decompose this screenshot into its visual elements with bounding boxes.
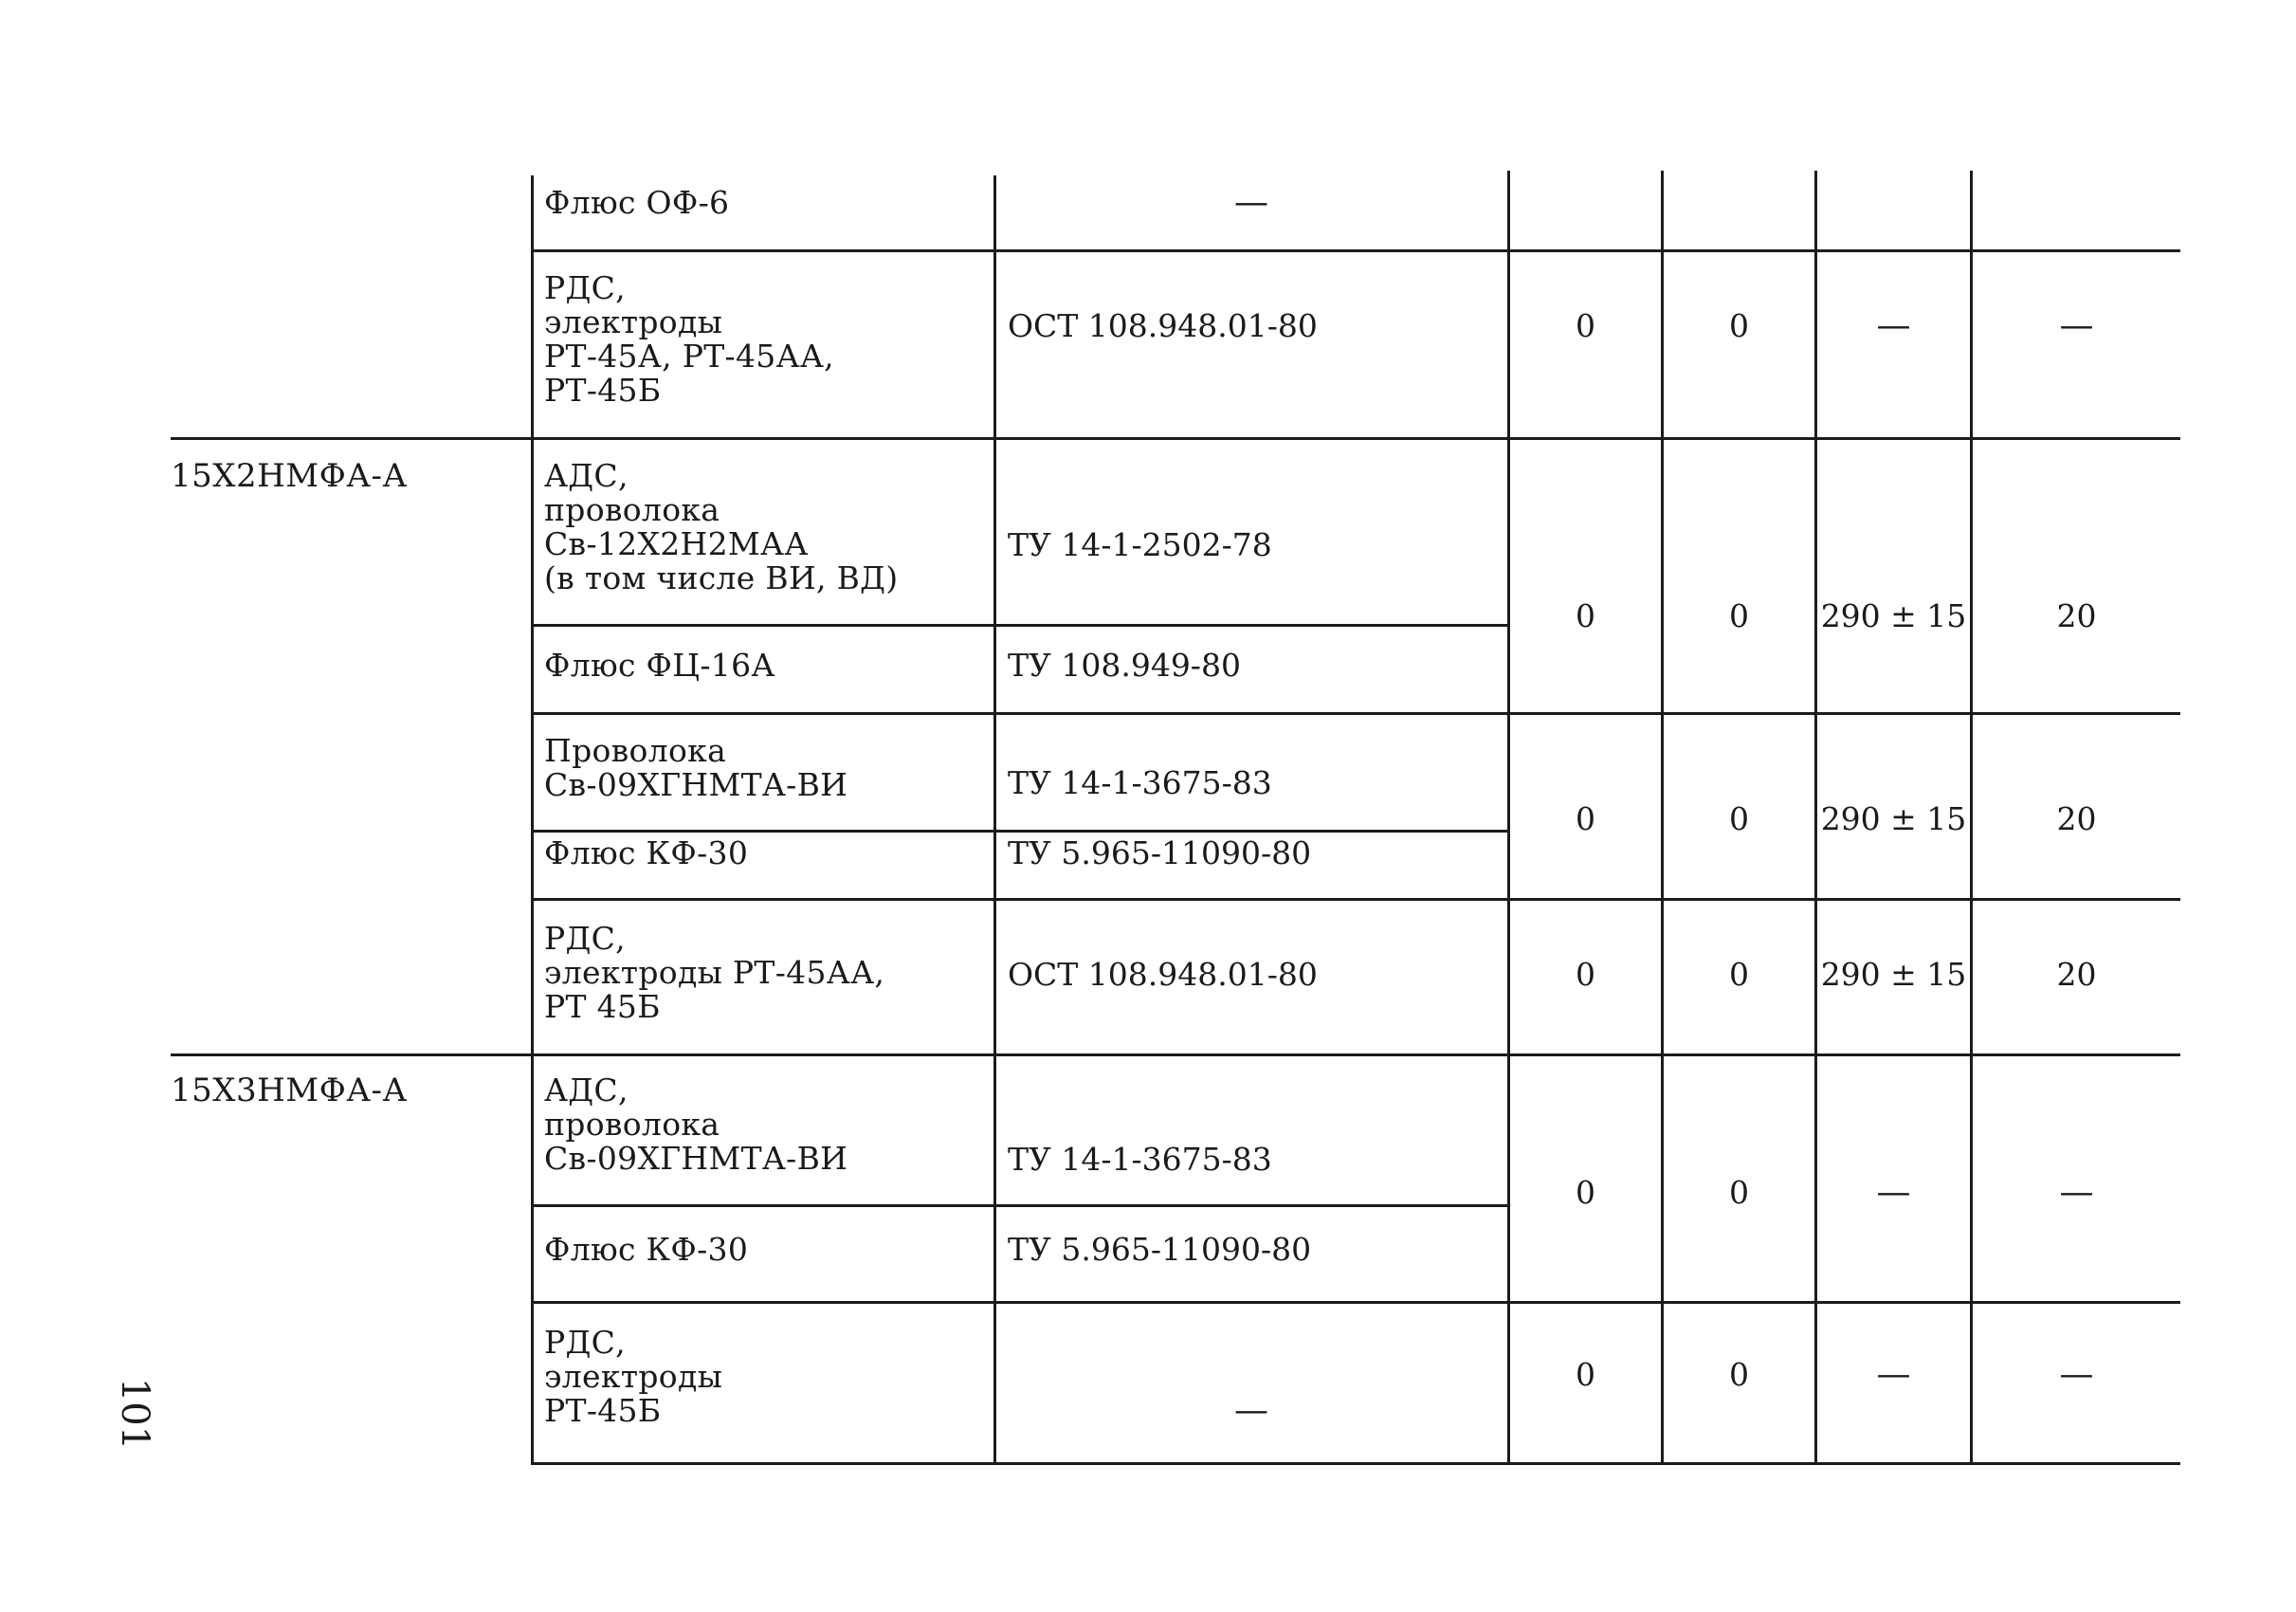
steel-grade-label: 15Х3НМФА-А [171, 1072, 408, 1109]
standard-cell: ТУ 14-1-2502-78 [1008, 526, 1272, 563]
material-cell: АДС, проволока Св-09ХГНМТА-ВИ [544, 1072, 848, 1177]
material-cell: Флюс ФЦ-16А [544, 647, 775, 684]
row-divider [531, 249, 2180, 252]
value-cell: 0 [1576, 307, 1595, 344]
column-divider-standard [993, 175, 996, 1465]
material-cell: РДС, электроды РТ-45АА, РТ 45Б [544, 920, 885, 1025]
page-number: 101 [113, 1377, 157, 1451]
value-cell: 0 [1576, 597, 1595, 634]
table-border-left [531, 175, 534, 1465]
sub-row-divider [531, 624, 1508, 627]
row-divider [171, 437, 2180, 440]
value-cell: 0 [1729, 800, 1749, 837]
row-divider [531, 712, 2180, 715]
temperature-cell: — [1876, 306, 1911, 345]
table-border-bottom [531, 1462, 2180, 1465]
standard-cell: ОСТ 108.948.01-80 [1008, 956, 1318, 993]
standard-cell: ТУ 108.949-80 [1008, 647, 1241, 684]
time-cell: 20 [2056, 597, 2097, 634]
time-cell: — [2059, 1173, 2094, 1212]
sub-row-divider [531, 830, 1508, 833]
temperature-cell: 290 ± 15 [1820, 800, 1967, 837]
material-cell: Флюс ОФ-6 [544, 184, 730, 221]
temperature-cell: 290 ± 15 [1820, 597, 1967, 634]
material-cell: РДС, электроды РТ-45А, РТ-45АА, РТ-45Б [544, 269, 834, 409]
standard-cell: ТУ 14-1-3675-83 [1008, 764, 1272, 801]
material-cell: Проволока Св-09ХГНМТА-ВИ [544, 732, 848, 803]
value-cell: 0 [1729, 1356, 1749, 1393]
value-cell: 0 [1729, 307, 1749, 344]
material-cell: Флюс КФ-30 [544, 834, 749, 871]
temperature-cell: 290 ± 15 [1820, 956, 1967, 993]
standard-cell: ОСТ 108.948.01-80 [1008, 307, 1318, 344]
value-cell: 0 [1576, 1356, 1595, 1393]
time-cell: — [2059, 306, 2094, 345]
value-cell: 0 [1729, 597, 1749, 634]
time-cell: 20 [2056, 956, 2097, 993]
standard-cell: ТУ 14-1-3675-83 [1008, 1141, 1272, 1178]
time-cell: — [2059, 1355, 2094, 1394]
standard-cell: — [1234, 183, 1268, 222]
temperature-cell: — [1876, 1355, 1911, 1394]
value-cell: 0 [1729, 956, 1749, 993]
steel-grade-label: 15Х2НМФА-А [171, 457, 408, 495]
standard-cell: ТУ 5.965-11090-80 [1008, 834, 1312, 871]
row-divider [531, 898, 2180, 901]
value-cell: 0 [1576, 1174, 1595, 1211]
material-cell: Флюс КФ-30 [544, 1231, 749, 1268]
material-cell: РДС, электроды РТ-45Б [544, 1324, 723, 1429]
temperature-cell: — [1876, 1173, 1911, 1212]
material-cell: АДС, проволока Св-12Х2Н2МАА (в том числе ВИ, ВД) [544, 457, 899, 596]
time-cell: 20 [2056, 800, 2097, 837]
sub-row-divider [531, 1204, 1508, 1207]
value-cell: 0 [1576, 800, 1595, 837]
value-cell: 0 [1729, 1174, 1749, 1211]
standard-cell: — [1234, 1391, 1268, 1430]
standard-cell: ТУ 5.965-11090-80 [1008, 1231, 1312, 1268]
value-cell: 0 [1576, 956, 1595, 993]
row-divider [531, 1301, 2180, 1304]
row-divider [171, 1053, 2180, 1056]
